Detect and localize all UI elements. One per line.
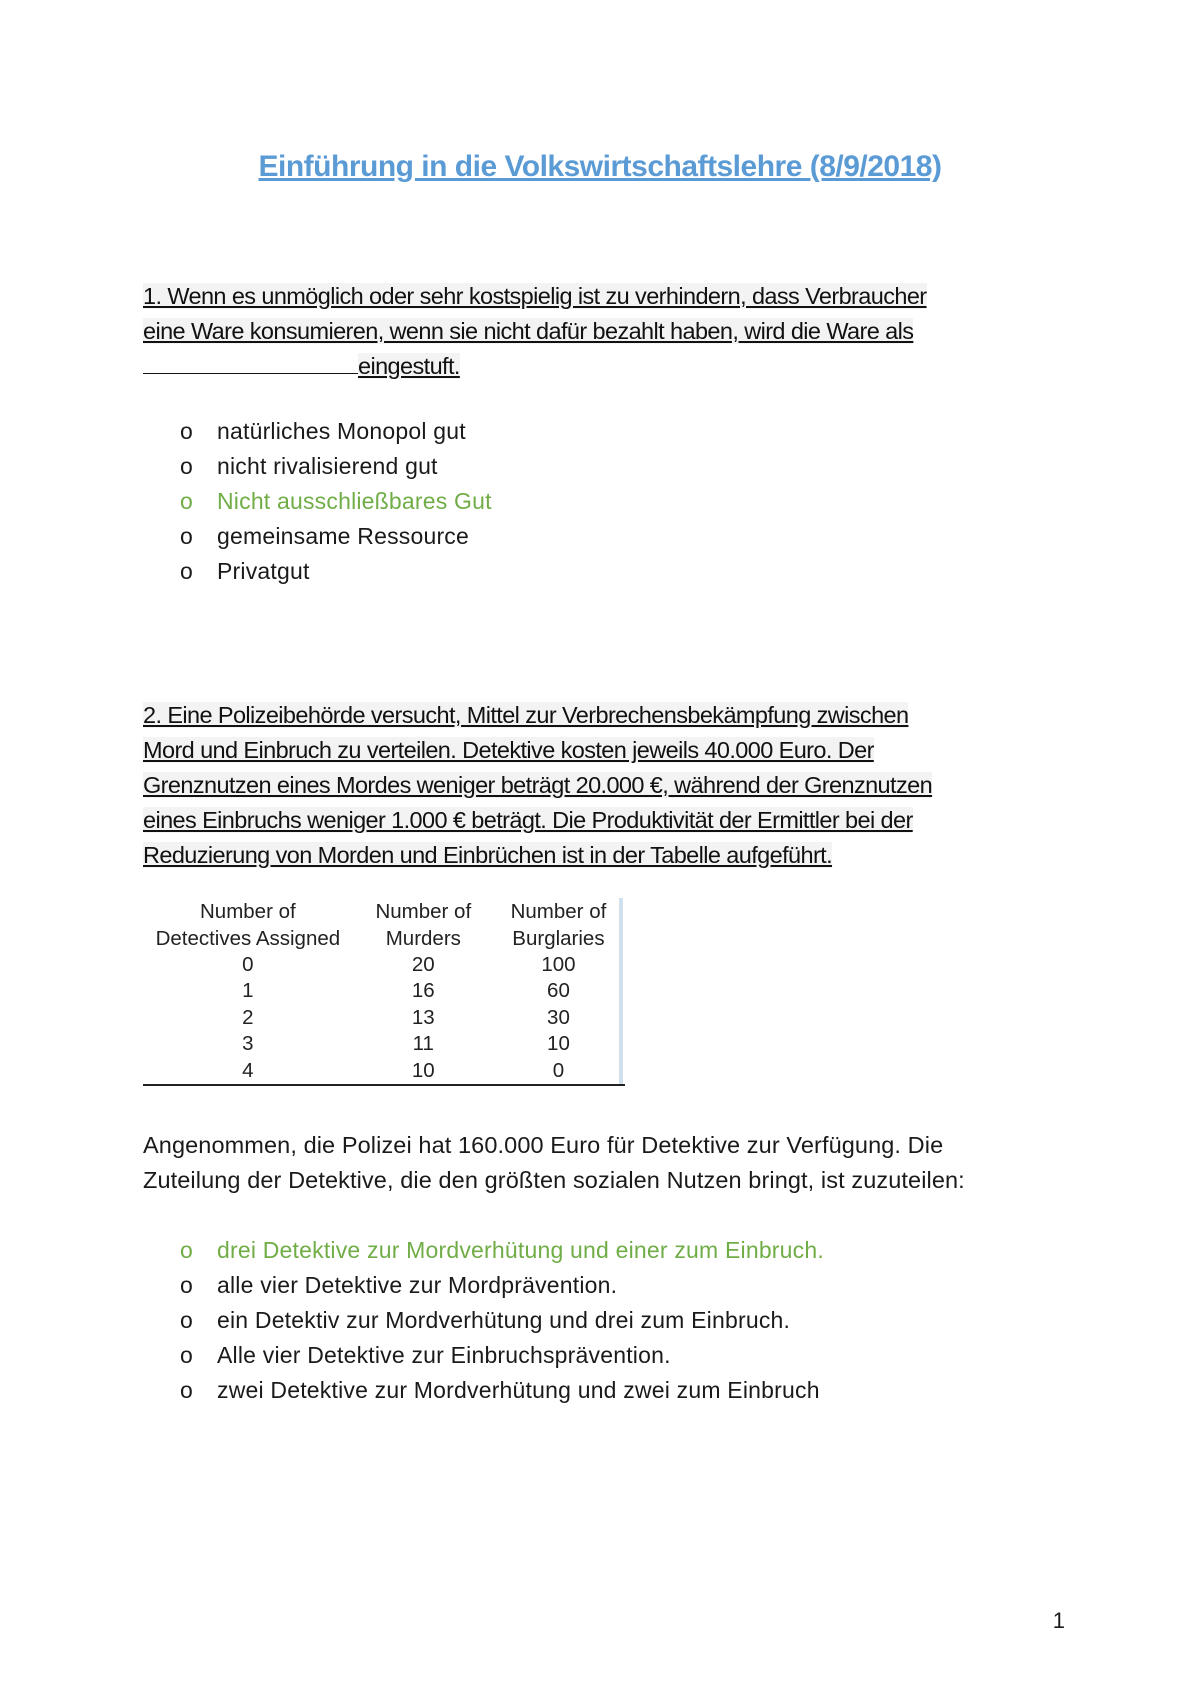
bullet-icon: o (180, 1342, 193, 1368)
question-1-line-1: 1. Wenn es unmöglich oder sehr kostspielig ist zu verhindern, dass Verbraucher (143, 283, 927, 309)
question-2-option[interactable]: o Alle vier Detektive zur Einbruchsprävention. (180, 1338, 824, 1373)
question-2-line-5: Reduzierung von Morden und Einbrüchen ist in der Tabelle aufgeführt. (143, 842, 833, 868)
table-cell: 0 (552, 1058, 565, 1082)
table-cell: 13 (411, 1005, 435, 1029)
table-cell: 10 (411, 1058, 435, 1082)
question-1-option[interactable]: o gemeinsame Ressource (180, 519, 492, 554)
question-2-line-3: Grenznutzen eines Mordes weniger beträgt 20.000 €, während der Grenznutzen (143, 772, 933, 798)
bullet-icon: o (180, 1272, 193, 1298)
table-header: Burglaries (512, 927, 605, 950)
table-header: Number of (375, 900, 472, 923)
answer-blank (143, 351, 358, 374)
question-1-text (143, 279, 1063, 384)
table-header: Detectives Assigned (155, 927, 341, 950)
table-header-row-1 (143, 898, 623, 925)
question-2-option[interactable]: o alle vier Detektive zur Mordprävention. (180, 1268, 824, 1303)
table-cell: 10 (547, 1032, 570, 1056)
bullet-icon: o (180, 558, 193, 584)
question-2-option[interactable]: o ein Detektiv zur Mordverhütung und drei zum Einbruch. (180, 1303, 824, 1338)
detectives-table (143, 898, 623, 1084)
question-1-option[interactable]: o nicht rivalisierend gut (180, 449, 492, 484)
bullet-icon: o (180, 453, 193, 479)
question-1-line-3: eingestuft. (143, 349, 1063, 384)
question-1-line-2: eine Ware konsumieren, wenn sie nicht dafür bezahlt haben, wird die Ware als (143, 318, 914, 344)
table-cell: 1 (242, 979, 254, 1003)
question-1-option[interactable]: o natürliches Monopol gut (180, 414, 492, 449)
question-2-prompt-line-1: Angenommen, die Polizei hat 160.000 Euro für Detektive zur Verfügung. Die (143, 1132, 944, 1158)
bullet-icon: o (180, 488, 193, 514)
bullet-icon: o (180, 1377, 193, 1403)
bullet-icon: o (180, 1237, 193, 1263)
question-1-option[interactable]: o Privatgut (180, 554, 492, 589)
table-header: Murders (385, 927, 461, 950)
bullet-icon: o (180, 1307, 193, 1333)
table-cell: 11 (412, 1032, 434, 1056)
question-2-option[interactable]: o zwei Detektive zur Mordverhütung und zwei zum Einbruch (180, 1373, 824, 1408)
question-1-option-correct[interactable]: o Nicht ausschließbares Gut (180, 484, 492, 519)
table-right-border (619, 898, 623, 1084)
question-2-line-4: eines Einbruchs weniger 1.000 € beträgt. Die Produktivität der Ermittler bei der (143, 807, 913, 833)
page-number: 1 (1052, 1608, 1065, 1633)
table-cell: 20 (411, 953, 435, 976)
table-header-row-2 (143, 925, 623, 952)
table-cell: 0 (242, 953, 254, 976)
table-row (143, 952, 623, 978)
question-2-line-2: Mord und Einbruch zu verteilen. Detektive kosten jeweils 40.000 Euro. Der (143, 737, 874, 763)
table-cell: 2 (242, 1005, 254, 1029)
table-row (143, 1058, 623, 1084)
table-cell: 3 (242, 1032, 254, 1056)
question-2-option-correct[interactable]: o drei Detektive zur Mordverhütung und einer zum Einbruch. (180, 1233, 824, 1268)
table-cell: 30 (547, 1005, 570, 1029)
question-2-line-1: 2. Eine Polizeibehörde versucht, Mittel zur Verbrechensbekämpfung zwischen (143, 702, 909, 728)
table-cell: 60 (547, 979, 570, 1003)
question-2-prompt (143, 1128, 1063, 1198)
table-header: Number of (200, 900, 296, 923)
table-cell: 100 (541, 953, 576, 976)
question-2-prompt-line-2: Zuteilung der Detektive, die den größten sozialen Nutzen bringt, ist zuzuteilen: (143, 1167, 965, 1193)
table-row (143, 978, 623, 1004)
table-cell: 16 (411, 979, 435, 1003)
table-row (143, 1005, 623, 1031)
table-cell: 4 (242, 1058, 254, 1082)
question-2-options (180, 1233, 824, 1408)
table-row (143, 1031, 623, 1057)
table-bottom-rule (143, 1084, 625, 1086)
bullet-icon: o (180, 418, 193, 444)
question-2-text (143, 698, 1063, 873)
question-1-options (180, 414, 492, 589)
document-title: Einführung in die Volkswirtschaftslehre (8/9/2018) (258, 150, 942, 183)
bullet-icon: o (180, 523, 193, 549)
table-header: Number of (510, 900, 607, 923)
